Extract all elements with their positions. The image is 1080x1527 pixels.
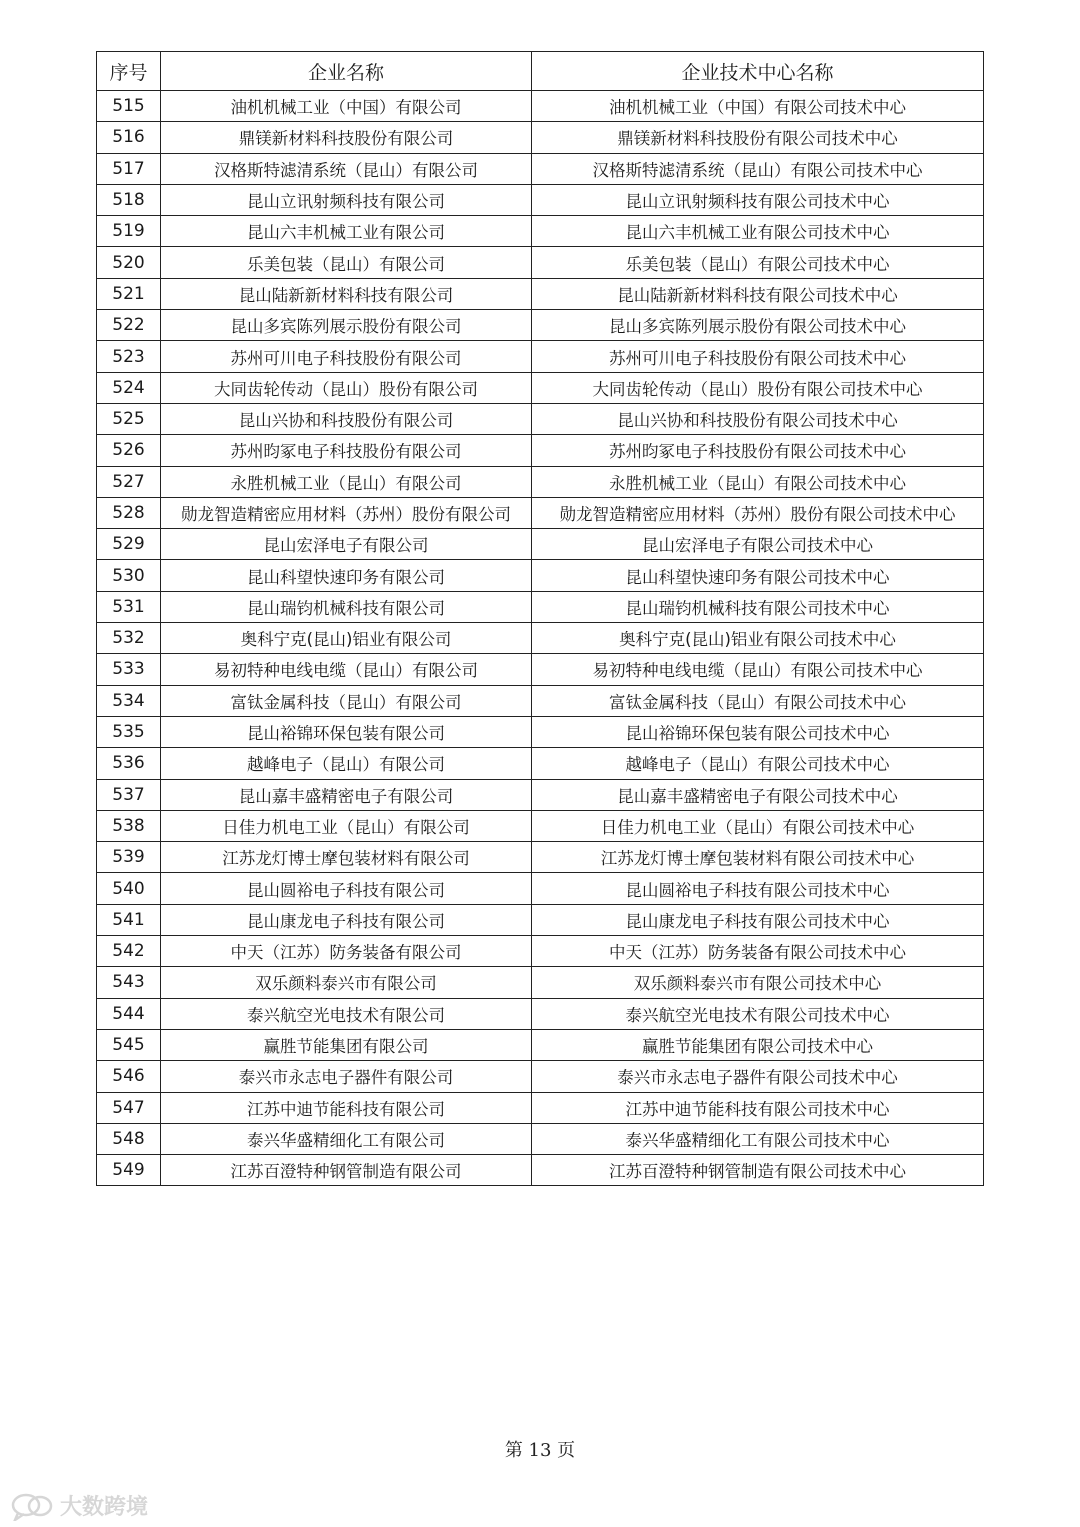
cell-tech-center-name: 苏州昀冢电子科技股份有限公司技术中心 [532,435,984,466]
table-row [97,247,984,278]
cell-company-name: 昆山六丰机械工业有限公司 [161,216,532,247]
chat-bubble-icon [10,1491,54,1521]
cell-company-name: 昆山圆裕电子科技有限公司 [161,873,532,904]
cell-company-name: 昆山科望快速印务有限公司 [161,560,532,591]
cell-company-name: 奥科宁克(昆山)铝业有限公司 [161,623,532,654]
table-row [97,153,984,184]
table-row [97,1092,984,1123]
table-row [97,623,984,654]
cell-company-name: 苏州可川电子科技股份有限公司 [161,341,532,372]
cell-tech-center-name: 昆山多宾陈列展示股份有限公司技术中心 [532,310,984,341]
cell-seq: 531 [97,591,161,622]
cell-company-name: 江苏龙灯博士摩包装材料有限公司 [161,842,532,873]
cell-tech-center-name: 乐美包装（昆山）有限公司技术中心 [532,247,984,278]
table-row [97,278,984,309]
cell-seq: 516 [97,122,161,153]
cell-tech-center-name: 昆山陆新新材料科技有限公司技术中心 [532,278,984,309]
cell-company-name: 昆山康龙电子科技有限公司 [161,904,532,935]
cell-company-name: 永胜机械工业（昆山）有限公司 [161,466,532,497]
cell-company-name: 昆山宏泽电子有限公司 [161,529,532,560]
cell-seq: 530 [97,560,161,591]
cell-seq: 538 [97,810,161,841]
cell-company-name: 昆山立讯射频科技有限公司 [161,184,532,215]
table-row [97,341,984,372]
table-body [97,91,984,1186]
table-row [97,779,984,810]
cell-tech-center-name: 昆山瑞钧机械科技有限公司技术中心 [532,591,984,622]
table-row [97,1155,984,1186]
cell-tech-center-name: 易初特种电线电缆（昆山）有限公司技术中心 [532,654,984,685]
cell-seq: 543 [97,967,161,998]
header-seq: 序号 [97,52,161,91]
table-row [97,466,984,497]
cell-tech-center-name: 昆山宏泽电子有限公司技术中心 [532,529,984,560]
cell-tech-center-name: 昆山六丰机械工业有限公司技术中心 [532,216,984,247]
table-row [97,435,984,466]
cell-tech-center-name: 勋龙智造精密应用材料（苏州）股份有限公司技术中心 [532,497,984,528]
table-row [97,716,984,747]
cell-seq: 544 [97,998,161,1029]
table-row [97,403,984,434]
cell-seq: 542 [97,936,161,967]
cell-company-name: 泰兴市永志电子器件有限公司 [161,1061,532,1092]
cell-seq: 541 [97,904,161,935]
table-row [97,654,984,685]
table-row [97,529,984,560]
table-row [97,936,984,967]
cell-tech-center-name: 泰兴航空光电技术有限公司技术中心 [532,998,984,1029]
cell-company-name: 泰兴华盛精细化工有限公司 [161,1123,532,1154]
table-row [97,184,984,215]
cell-seq: 525 [97,403,161,434]
cell-tech-center-name: 昆山科望快速印务有限公司技术中心 [532,560,984,591]
cell-company-name: 江苏百澄特种钢管制造有限公司 [161,1155,532,1186]
header-company-name: 企业名称 [161,52,532,91]
table-row [97,1123,984,1154]
cell-tech-center-name: 昆山嘉丰盛精密电子有限公司技术中心 [532,779,984,810]
table-row [97,1061,984,1092]
cell-company-name: 昆山陆新新材料科技有限公司 [161,278,532,309]
cell-tech-center-name: 鼎镁新材料科技股份有限公司技术中心 [532,122,984,153]
watermark [10,1490,148,1521]
cell-company-name: 大同齿轮传动（昆山）股份有限公司 [161,372,532,403]
cell-company-name: 泰兴航空光电技术有限公司 [161,998,532,1029]
table-row [97,122,984,153]
cell-company-name: 鼎镁新材料科技股份有限公司 [161,122,532,153]
table-row [97,810,984,841]
cell-tech-center-name: 日佳力机电工业（昆山）有限公司技术中心 [532,810,984,841]
table-row [97,842,984,873]
table-row [97,873,984,904]
cell-seq: 527 [97,466,161,497]
cell-company-name: 日佳力机电工业（昆山）有限公司 [161,810,532,841]
cell-company-name: 苏州昀冢电子科技股份有限公司 [161,435,532,466]
cell-company-name: 乐美包装（昆山）有限公司 [161,247,532,278]
cell-seq: 520 [97,247,161,278]
cell-tech-center-name: 奥科宁克(昆山)铝业有限公司技术中心 [532,623,984,654]
cell-seq: 522 [97,310,161,341]
table-row [97,216,984,247]
cell-tech-center-name: 油机机械工业（中国）有限公司技术中心 [532,91,984,122]
cell-seq: 534 [97,685,161,716]
cell-seq: 549 [97,1155,161,1186]
table-row [97,904,984,935]
table-row [97,310,984,341]
cell-company-name: 油机机械工业（中国）有限公司 [161,91,532,122]
cell-company-name: 富钛金属科技（昆山）有限公司 [161,685,532,716]
cell-tech-center-name: 泰兴市永志电子器件有限公司技术中心 [532,1061,984,1092]
table-row [97,967,984,998]
table-header-row [97,52,984,91]
cell-tech-center-name: 大同齿轮传动（昆山）股份有限公司技术中心 [532,372,984,403]
cell-tech-center-name: 昆山裕锦环保包装有限公司技术中心 [532,716,984,747]
table-row [97,591,984,622]
page-number: 第 13 页 [504,1440,576,1461]
table-row [97,748,984,779]
cell-company-name: 昆山嘉丰盛精密电子有限公司 [161,779,532,810]
table-row [97,1029,984,1060]
table-row [97,372,984,403]
table-row [97,560,984,591]
cell-company-name: 昆山瑞钧机械科技有限公司 [161,591,532,622]
cell-company-name: 中天（江苏）防务装备有限公司 [161,936,532,967]
cell-company-name: 昆山裕锦环保包装有限公司 [161,716,532,747]
cell-company-name: 易初特种电线电缆（昆山）有限公司 [161,654,532,685]
cell-tech-center-name: 越峰电子（昆山）有限公司技术中心 [532,748,984,779]
cell-seq: 515 [97,91,161,122]
cell-tech-center-name: 双乐颜料泰兴市有限公司技术中心 [532,967,984,998]
cell-company-name: 汉格斯特滤清系统（昆山）有限公司 [161,153,532,184]
cell-seq: 526 [97,435,161,466]
cell-tech-center-name: 江苏中迪节能科技有限公司技术中心 [532,1092,984,1123]
cell-tech-center-name: 昆山康龙电子科技有限公司技术中心 [532,904,984,935]
cell-seq: 548 [97,1123,161,1154]
cell-tech-center-name: 江苏百澄特种钢管制造有限公司技术中心 [532,1155,984,1186]
cell-company-name: 越峰电子（昆山）有限公司 [161,748,532,779]
enterprise-table [96,51,984,1186]
cell-tech-center-name: 昆山圆裕电子科技有限公司技术中心 [532,873,984,904]
table-row [97,497,984,528]
table-row [97,685,984,716]
cell-seq: 521 [97,278,161,309]
cell-tech-center-name: 苏州可川电子科技股份有限公司技术中心 [532,341,984,372]
cell-company-name: 江苏中迪节能科技有限公司 [161,1092,532,1123]
table-row [97,91,984,122]
cell-seq: 523 [97,341,161,372]
cell-tech-center-name: 江苏龙灯博士摩包装材料有限公司技术中心 [532,842,984,873]
cell-tech-center-name: 赢胜节能集团有限公司技术中心 [532,1029,984,1060]
cell-tech-center-name: 汉格斯特滤清系统（昆山）有限公司技术中心 [532,153,984,184]
cell-seq: 533 [97,654,161,685]
cell-company-name: 勋龙智造精密应用材料（苏州）股份有限公司 [161,497,532,528]
cell-seq: 537 [97,779,161,810]
table-row [97,998,984,1029]
cell-seq: 535 [97,716,161,747]
cell-seq: 545 [97,1029,161,1060]
cell-seq: 539 [97,842,161,873]
enterprise-table-container [96,51,983,1186]
cell-tech-center-name: 永胜机械工业（昆山）有限公司技术中心 [532,466,984,497]
cell-company-name: 昆山多宾陈列展示股份有限公司 [161,310,532,341]
cell-seq: 529 [97,529,161,560]
cell-seq: 518 [97,184,161,215]
cell-seq: 528 [97,497,161,528]
cell-seq: 547 [97,1092,161,1123]
header-tech-center-name: 企业技术中心名称 [532,52,984,91]
cell-seq: 532 [97,623,161,654]
cell-tech-center-name: 昆山兴协和科技股份有限公司技术中心 [532,403,984,434]
cell-company-name: 昆山兴协和科技股份有限公司 [161,403,532,434]
cell-tech-center-name: 泰兴华盛精细化工有限公司技术中心 [532,1123,984,1154]
cell-seq: 524 [97,372,161,403]
cell-tech-center-name: 昆山立讯射频科技有限公司技术中心 [532,184,984,215]
cell-company-name: 双乐颜料泰兴市有限公司 [161,967,532,998]
cell-tech-center-name: 富钛金属科技（昆山）有限公司技术中心 [532,685,984,716]
cell-seq: 517 [97,153,161,184]
cell-tech-center-name: 中天（江苏）防务装备有限公司技术中心 [532,936,984,967]
watermark-text: 大数跨境 [60,1495,149,1520]
cell-seq: 519 [97,216,161,247]
cell-company-name: 赢胜节能集团有限公司 [161,1029,532,1060]
cell-seq: 536 [97,748,161,779]
cell-seq: 546 [97,1061,161,1092]
cell-seq: 540 [97,873,161,904]
